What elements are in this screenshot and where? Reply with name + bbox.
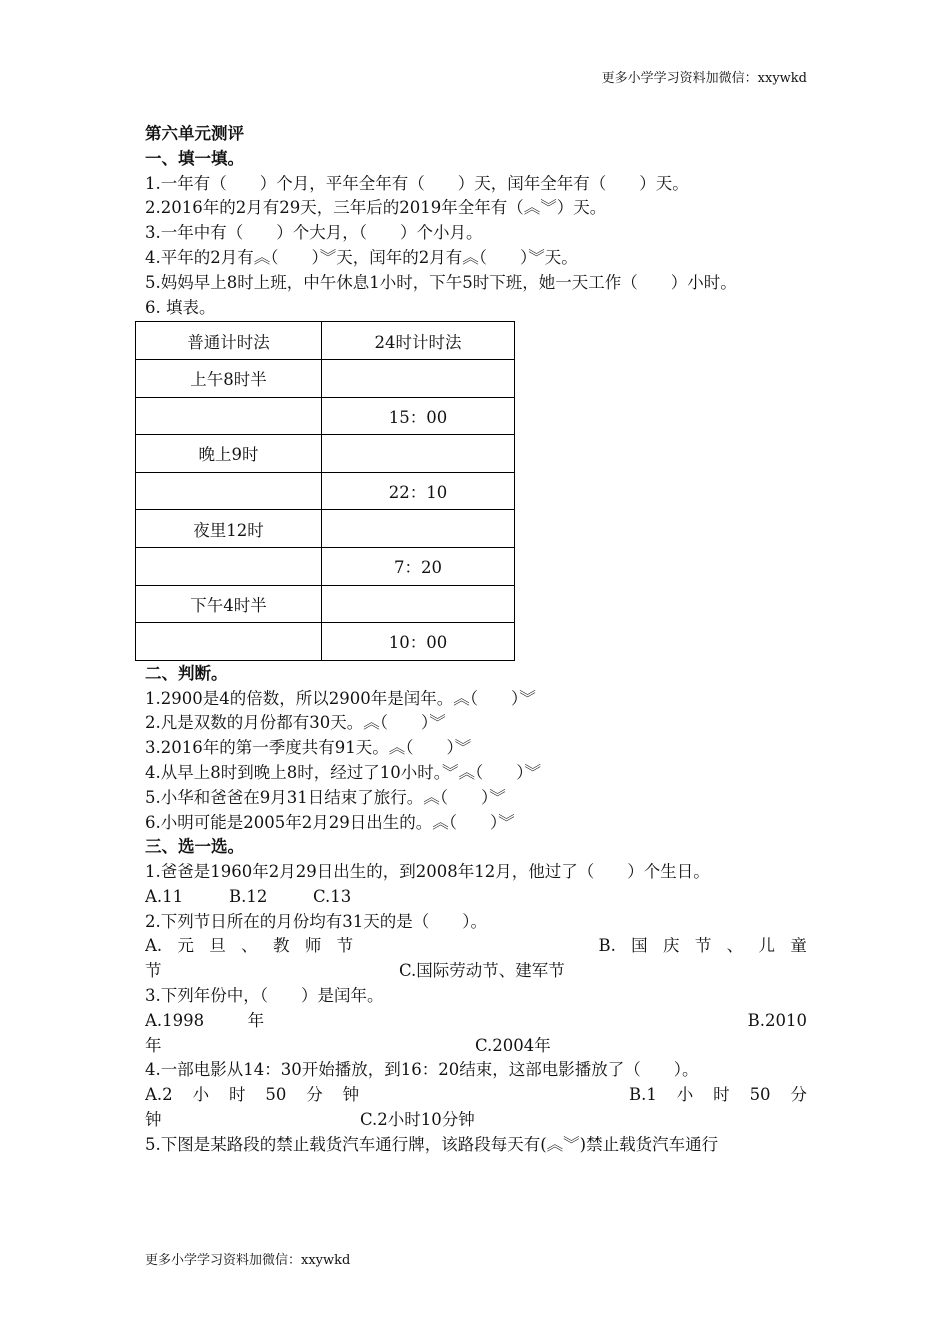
table-row [136, 397, 515, 435]
s3-q3-options-line1 [145, 1009, 807, 1034]
table-row [136, 547, 515, 585]
justified-token: A. [145, 936, 163, 956]
s2-item-5: 5.小华和爸爸在9月31日结束了旅行。︽（ ）︾ [145, 787, 506, 807]
justified-token: 小 [676, 1085, 694, 1105]
s3-q2-options-line2 [145, 959, 807, 984]
s3-q2-options-line1 [145, 934, 807, 959]
table-row [136, 510, 515, 548]
justified-token: 教 [272, 936, 290, 956]
table-header-cell: 普通计时法 [136, 322, 322, 360]
table-cell [322, 435, 515, 473]
table-cell [322, 359, 515, 397]
s2-item-3: 3.2016年的第一季度共有91天。︽（ ）︾ [145, 738, 472, 758]
option-c: C.2小时10分钟 [360, 1110, 475, 1130]
justified-token: 时 [713, 1085, 730, 1105]
justified-token: 师 [304, 936, 322, 956]
justified-token: 小 [192, 1085, 210, 1105]
table-row [136, 585, 515, 623]
s3-question-5: 5.下图是某路段的禁止载货汽车通行牌，该路段每天有(︽︾)禁止载货汽车通行 [145, 1134, 719, 1154]
s3-q4-options-line2 [145, 1108, 807, 1133]
table-cell [322, 585, 515, 623]
footer-note: 更多小学学习资料加微信：xxywkd [145, 1253, 351, 1268]
justified-token: B. [598, 936, 616, 956]
justified-token: 50 [749, 1085, 771, 1105]
table-cell: 10：00 [322, 623, 515, 661]
page-title: 第六单元测评 [145, 124, 244, 143]
justified-token: 钟 [342, 1085, 360, 1105]
table-row [136, 359, 515, 397]
table-cell [136, 397, 322, 435]
table-cell: 晚上9时 [136, 435, 322, 473]
s3-question-1: 1.爸爸是1960年2月29日出生的，到2008年12月，他过了（ ）个生日。 [145, 862, 710, 882]
justified-token: 50 [265, 1085, 287, 1105]
s3-question-3: 3.下列年份中，（ ）是闰年。 [145, 986, 384, 1006]
option-c: C.13 [313, 886, 352, 906]
justified-token: 年 [247, 1010, 265, 1030]
justified-token: 童 [790, 936, 807, 956]
section-3-heading: 三、选一选。 [145, 837, 244, 857]
table-cell [322, 510, 515, 548]
s3-q3-options-line2 [145, 1034, 807, 1059]
justified-token: 国 [631, 936, 648, 956]
justified-token: A.1998 [145, 1010, 205, 1030]
table-cell: 22：10 [322, 472, 515, 510]
justified-token: B.1 [629, 1085, 657, 1105]
s3-q4-options-line1 [145, 1083, 807, 1108]
wrapped-token: 节 [145, 961, 162, 981]
table-cell: 夜里12时 [136, 510, 322, 548]
s3-question-2: 2.下列节日所在的月份均有31天的是（ ）。 [145, 911, 487, 931]
s3-question-4: 4.一部电影从14：30开始播放，到16：20结束，这部电影播放了（ ）。 [145, 1060, 699, 1080]
s1-question-3: 3.一年中有（ ）个大月，（ ）个小月。 [145, 223, 483, 243]
s1-question-1: 1.一年有（ ）个月，平年全年有（ ）天，闰年全年有（ ）天。 [145, 173, 689, 193]
justified-token: 旦 [209, 936, 226, 956]
time-conversion-table [135, 321, 515, 660]
table-header-cell: 24时计时法 [322, 322, 515, 360]
justified-token: 、 [241, 936, 258, 956]
justified-token: 庆 [663, 936, 680, 956]
s2-item-4: 4.从早上8时到晚上8时，经过了10小时。︾︽（ ）︾ [145, 762, 541, 782]
table-cell: 上午8时半 [136, 359, 322, 397]
table-row [136, 472, 515, 510]
justified-token: 时 [228, 1085, 246, 1105]
s2-item-6: 6.小明可能是2005年2月29日出生的。︽（ ）︾ [145, 812, 515, 832]
option-c: C.国际劳动节、建军节 [399, 961, 565, 981]
justified-token: B.2010 [747, 1010, 807, 1030]
justified-token: 分 [306, 1085, 323, 1105]
s1-question-5: 5.妈妈早上8时上班，中午休息1小时，下午5时下班，她一天工作（ ）小时。 [145, 272, 737, 292]
option-a: A.11 [145, 886, 184, 906]
justified-token: 元 [177, 936, 194, 956]
table-cell: 15：00 [322, 397, 515, 435]
section-2-heading: 二、判断。 [145, 663, 228, 683]
s1-question-4: 4.平年的2月有︽（ ）︾天，闰年的2月有︽（ ）︾天。 [145, 247, 578, 267]
option-b: B.12 [229, 886, 268, 906]
justified-token: 节 [694, 936, 712, 956]
s3-q1-options [145, 885, 807, 910]
table-cell: 下午4时半 [136, 585, 322, 623]
justified-token: 、 [726, 936, 744, 956]
table-cell [136, 547, 322, 585]
s1-question-2: 2.2016年的2月有29天，三年后的2019年全年有（︽︾）天。 [145, 198, 607, 218]
table-cell: 7：20 [322, 547, 515, 585]
table-row [136, 435, 515, 473]
table-row [136, 623, 515, 661]
wrapped-token: 钟 [145, 1110, 162, 1130]
table-cell [136, 472, 322, 510]
table-header-row [136, 322, 515, 360]
justified-token: 分 [790, 1085, 807, 1105]
s2-item-1: 1.2900是4的倍数，所以2900年是闰年。︽（ ）︾ [145, 688, 536, 708]
section-1-heading: 一、填一填。 [145, 148, 244, 168]
s1-question-6: 6. 填表。 [145, 297, 216, 317]
justified-token: 节 [336, 936, 354, 956]
justified-token: 儿 [758, 936, 775, 956]
wrapped-token: 年 [145, 1035, 162, 1055]
justified-token: A.2 [145, 1085, 173, 1105]
table-cell [136, 623, 322, 661]
header-note: 更多小学学习资料加微信：xxywkd [601, 71, 807, 86]
worksheet [145, 122, 807, 1158]
s2-item-2: 2.凡是双数的月份都有30天。︽（ ）︾ [145, 713, 446, 733]
option-c: C.2004年 [475, 1035, 551, 1055]
